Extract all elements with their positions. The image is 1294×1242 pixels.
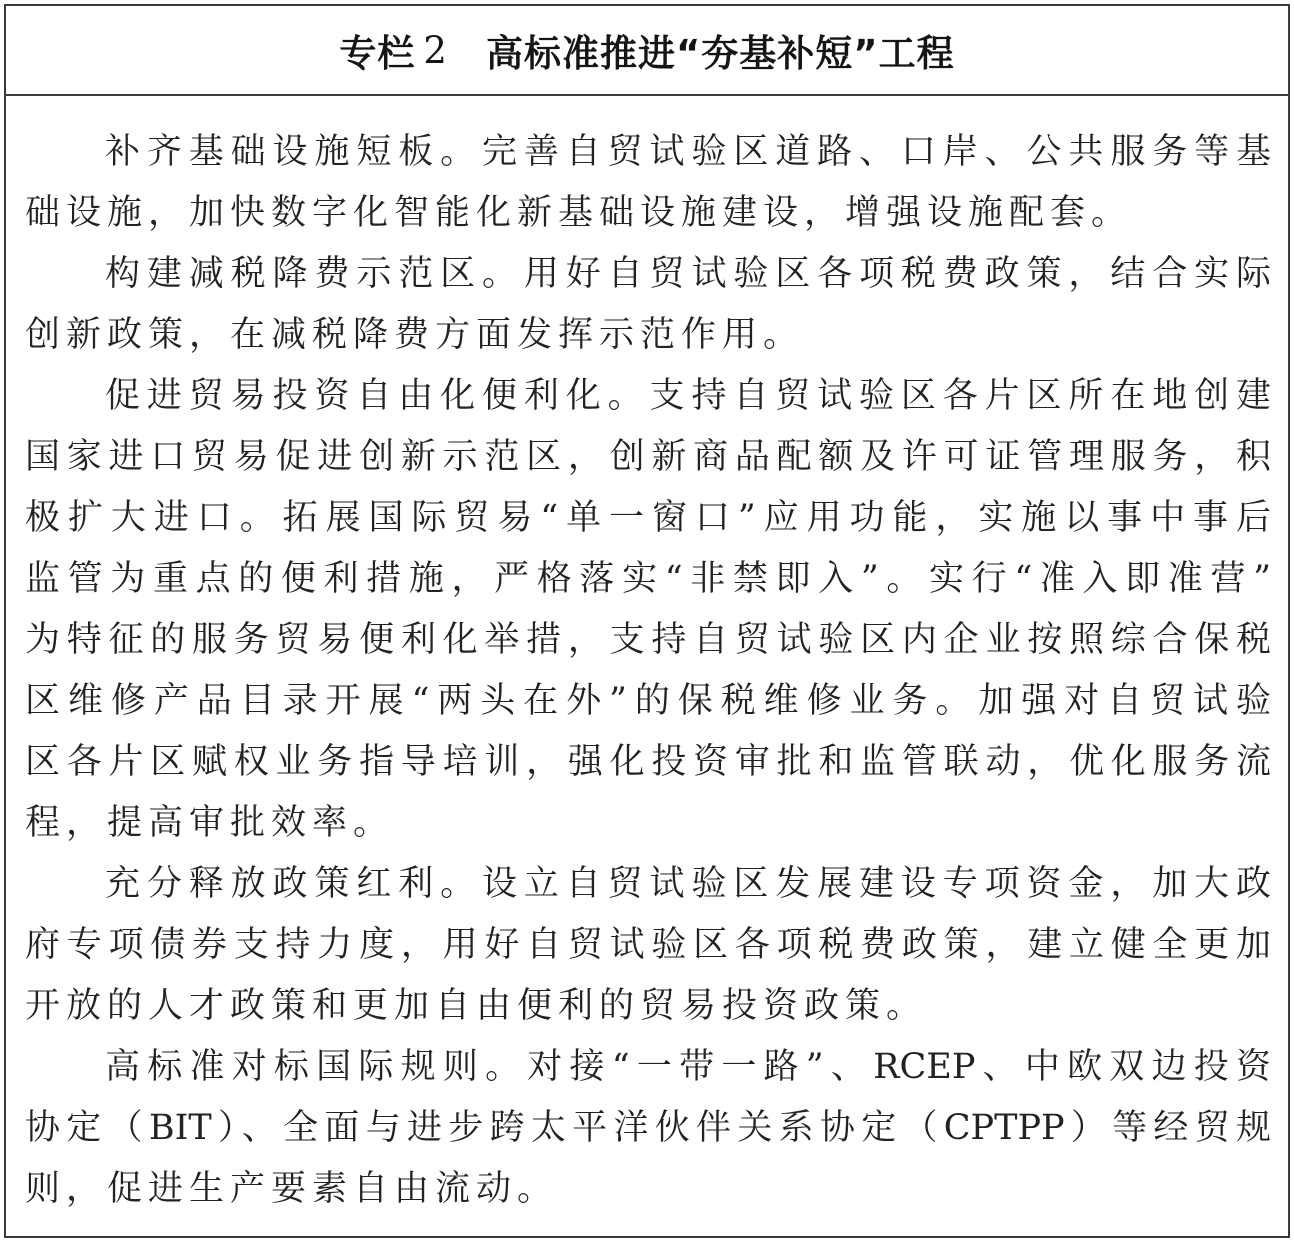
- paragraph-3-line-6: 区维修产品目录开展“两头在外”的保税维修业务。加强对自贸试验: [25, 681, 1271, 721]
- column-title-bar: [6, 6, 1288, 96]
- column-title: 高标准推进“夯基补短”工程: [485, 32, 955, 75]
- paragraph-2-line-2: 创新政策，在减税降费方面发挥示范作用。: [25, 315, 805, 355]
- paragraph-5-line-2: 协定（BIT）、全面与进步跨太平洋伙伴关系协定（CPTPP）等经贸规: [25, 1108, 1271, 1148]
- paragraph-2-line-1: 构建减税降费示范区。用好自贸试验区各项税费政策，结合实际: [105, 254, 1271, 294]
- paragraph-3-line-3: 极扩大进口。拓展国际贸易“单一窗口”应用功能，实施以事中事后: [25, 498, 1271, 538]
- paragraph-3-line-8: 程，提高审批效率。: [25, 803, 395, 843]
- column-number: 2: [423, 28, 448, 72]
- paragraph-5-line-1: 高标准对标国际规则。对接“一带一路”、RCEP、中欧双边投资: [105, 1047, 1271, 1087]
- paragraph-1-line-1: 补齐基础设施短板。完善自贸试验区道路、口岸、公共服务等基: [105, 132, 1271, 172]
- column-body: [25, 122, 1271, 1220]
- paragraph-3-line-4: 监管为重点的便利措施，严格落实“非禁即入”。实行“准入即准营”: [25, 559, 1271, 599]
- paragraph-3-line-1: 促进贸易投资自由化便利化。支持自贸试验区各片区所在地创建: [105, 376, 1271, 416]
- paragraph-3-line-7: 区各片区赋权业务指导培训，强化投资审批和监管联动，优化服务流: [25, 742, 1271, 782]
- paragraph-3-line-2: 国家进口贸易促进创新示范区，创新商品配额及许可证管理服务，积: [25, 437, 1271, 477]
- paragraph-5-line-3: 则，促进生产要素自由流动。: [25, 1169, 559, 1209]
- paragraph-1-line-2: 础设施，加快数字化智能化新基础设施建设，增强设施配套。: [25, 193, 1133, 233]
- column-box: [4, 4, 1290, 1238]
- paragraph-4-line-1: 充分释放政策红利。设立自贸试验区发展建设专项资金，加大政: [105, 864, 1271, 904]
- paragraph-4-line-3: 开放的人才政策和更加自由便利的贸易投资政策。: [25, 986, 928, 1026]
- paragraph-3-line-5: 为特征的服务贸易便利化举措，支持自贸试验区内企业按照综合保税: [25, 620, 1271, 660]
- paragraph-4-line-2: 府专项债券支持力度，用好自贸试验区各项税费政策，建立健全更加: [25, 925, 1271, 965]
- column-label: 专栏: [339, 32, 416, 75]
